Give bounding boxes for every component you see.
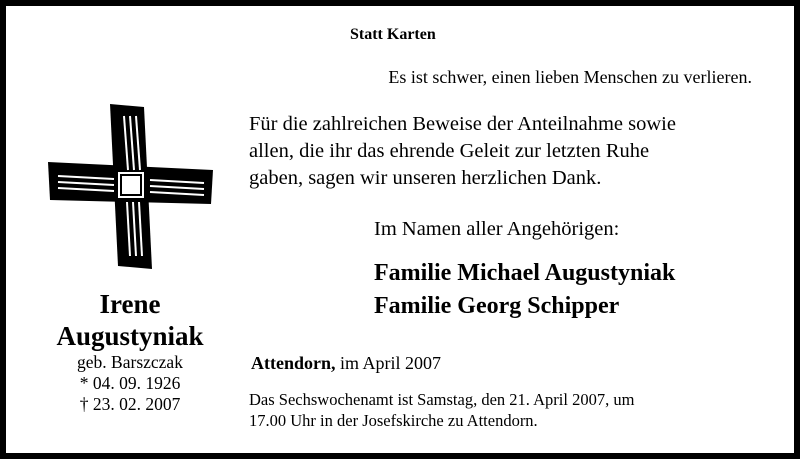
notice-line: 17.00 Uhr in der Josefskirche zu Attendorn. xyxy=(249,411,538,430)
deceased-info xyxy=(30,288,230,415)
birth-date: * 04. 09. 1926 xyxy=(79,373,181,393)
deceased-last-name: Augustyniak xyxy=(56,321,204,351)
thanks-line: gaben, sagen wir unseren herzlichen Dank. xyxy=(249,167,602,189)
deceased-first-name: Irene xyxy=(99,289,161,319)
deceased-birth-name: geb. Barszczak xyxy=(77,352,183,372)
place-date-line xyxy=(251,353,441,374)
place-name: Attendorn, xyxy=(251,353,336,373)
motto-line: Es ist schwer, einen lieben Menschen zu verlieren. xyxy=(388,67,752,87)
thanks-line: allen, die ihr das ehrende Geleit zur letzten Ruhe xyxy=(249,140,650,162)
death-date: † 23. 02. 2007 xyxy=(79,394,181,414)
card-heading: Statt Karten xyxy=(350,26,436,43)
on-behalf-line: Im Namen aller Angehörigen: xyxy=(374,218,620,240)
notice-line: Das Sechswochenamt ist Samstag, den 21. April 2007, um xyxy=(249,390,635,409)
thanks-line: Für die zahlreichen Beweise der Anteilnahme sowie xyxy=(249,113,676,135)
cross-symbol-icon xyxy=(48,104,213,269)
family-name: Familie Georg Schipper xyxy=(374,293,620,319)
service-notice xyxy=(249,389,634,431)
date-text: im April 2007 xyxy=(340,353,442,373)
thanks-text xyxy=(249,111,789,192)
family-name: Familie Michael Augustyniak xyxy=(374,260,676,286)
